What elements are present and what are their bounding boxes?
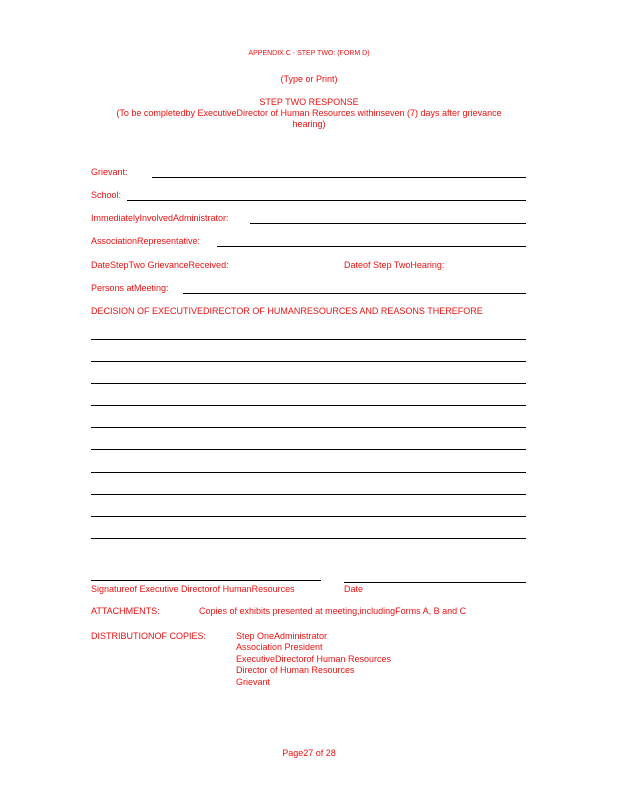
signature-line[interactable] <box>91 580 321 581</box>
administrator-line[interactable] <box>250 223 526 224</box>
decision-line[interactable] <box>91 405 526 406</box>
distribution-item: Step OneAdministrator <box>236 631 328 641</box>
attachments-text: Copies of exhibits presented at meeting,includingForms A, B and C <box>199 606 467 616</box>
response-title: STEP TWO RESPONSE <box>259 97 359 107</box>
persons-at-meeting-line[interactable] <box>183 293 526 294</box>
association-rep-label: AssociationRepresentative: <box>91 236 201 246</box>
signature-date-line[interactable] <box>344 582 526 583</box>
association-rep-line[interactable] <box>217 246 526 247</box>
school-label: School: <box>91 190 122 200</box>
instructions-line-2: hearing) <box>292 119 326 129</box>
signature-label: Signatureof Executive Directorof HumanResources <box>91 584 295 594</box>
appendix-title: APPENDIX C - STEP TWO: (FORM D) <box>248 50 370 57</box>
distribution-item: ExecutiveDirectorof Human Resources <box>236 654 392 664</box>
date-hearing-label: Dateof Step TwoHearing: <box>344 260 445 270</box>
decision-line[interactable] <box>91 361 526 362</box>
page-number: Page27 of 28 <box>282 748 336 758</box>
grievant-line[interactable] <box>152 177 526 178</box>
distribution-label: DISTRIBUTIONOF COPIES: <box>91 631 207 641</box>
instructions-line-1: (To be completedby ExecutiveDirector of Human Resources withinseven (7) days after grievance <box>116 108 502 118</box>
distribution-item: Association President <box>236 642 323 652</box>
persons-at-meeting-label: Persons atMeeting: <box>91 283 169 293</box>
attachments-label: ATTACHMENTS: <box>91 606 160 616</box>
decision-line[interactable] <box>91 383 526 384</box>
date-received-label: DateStepTwo GrievanceReceived: <box>91 260 229 270</box>
distribution-item: Director of Human Resources <box>236 665 355 675</box>
decision-line[interactable] <box>91 472 526 473</box>
decision-line[interactable] <box>91 449 526 450</box>
decision-line[interactable] <box>91 538 526 539</box>
decision-line[interactable] <box>91 516 526 517</box>
decision-line[interactable] <box>91 427 526 428</box>
decision-line[interactable] <box>91 494 526 495</box>
distribution-item: Grievant <box>236 677 271 687</box>
decision-heading: DECISION OF EXECUTIVEDIRECTOR OF HUMANRESOURCES AND REASONS THEREFORE <box>91 306 483 316</box>
school-line[interactable] <box>127 200 526 201</box>
grievant-label: Grievant: <box>91 167 128 177</box>
signature-date-label: Date <box>344 584 364 594</box>
type-or-print-note: (Type or Print) <box>280 74 338 84</box>
decision-line[interactable] <box>91 339 526 340</box>
administrator-label: ImmediatelyInvolvedAdministrator: <box>91 213 229 223</box>
